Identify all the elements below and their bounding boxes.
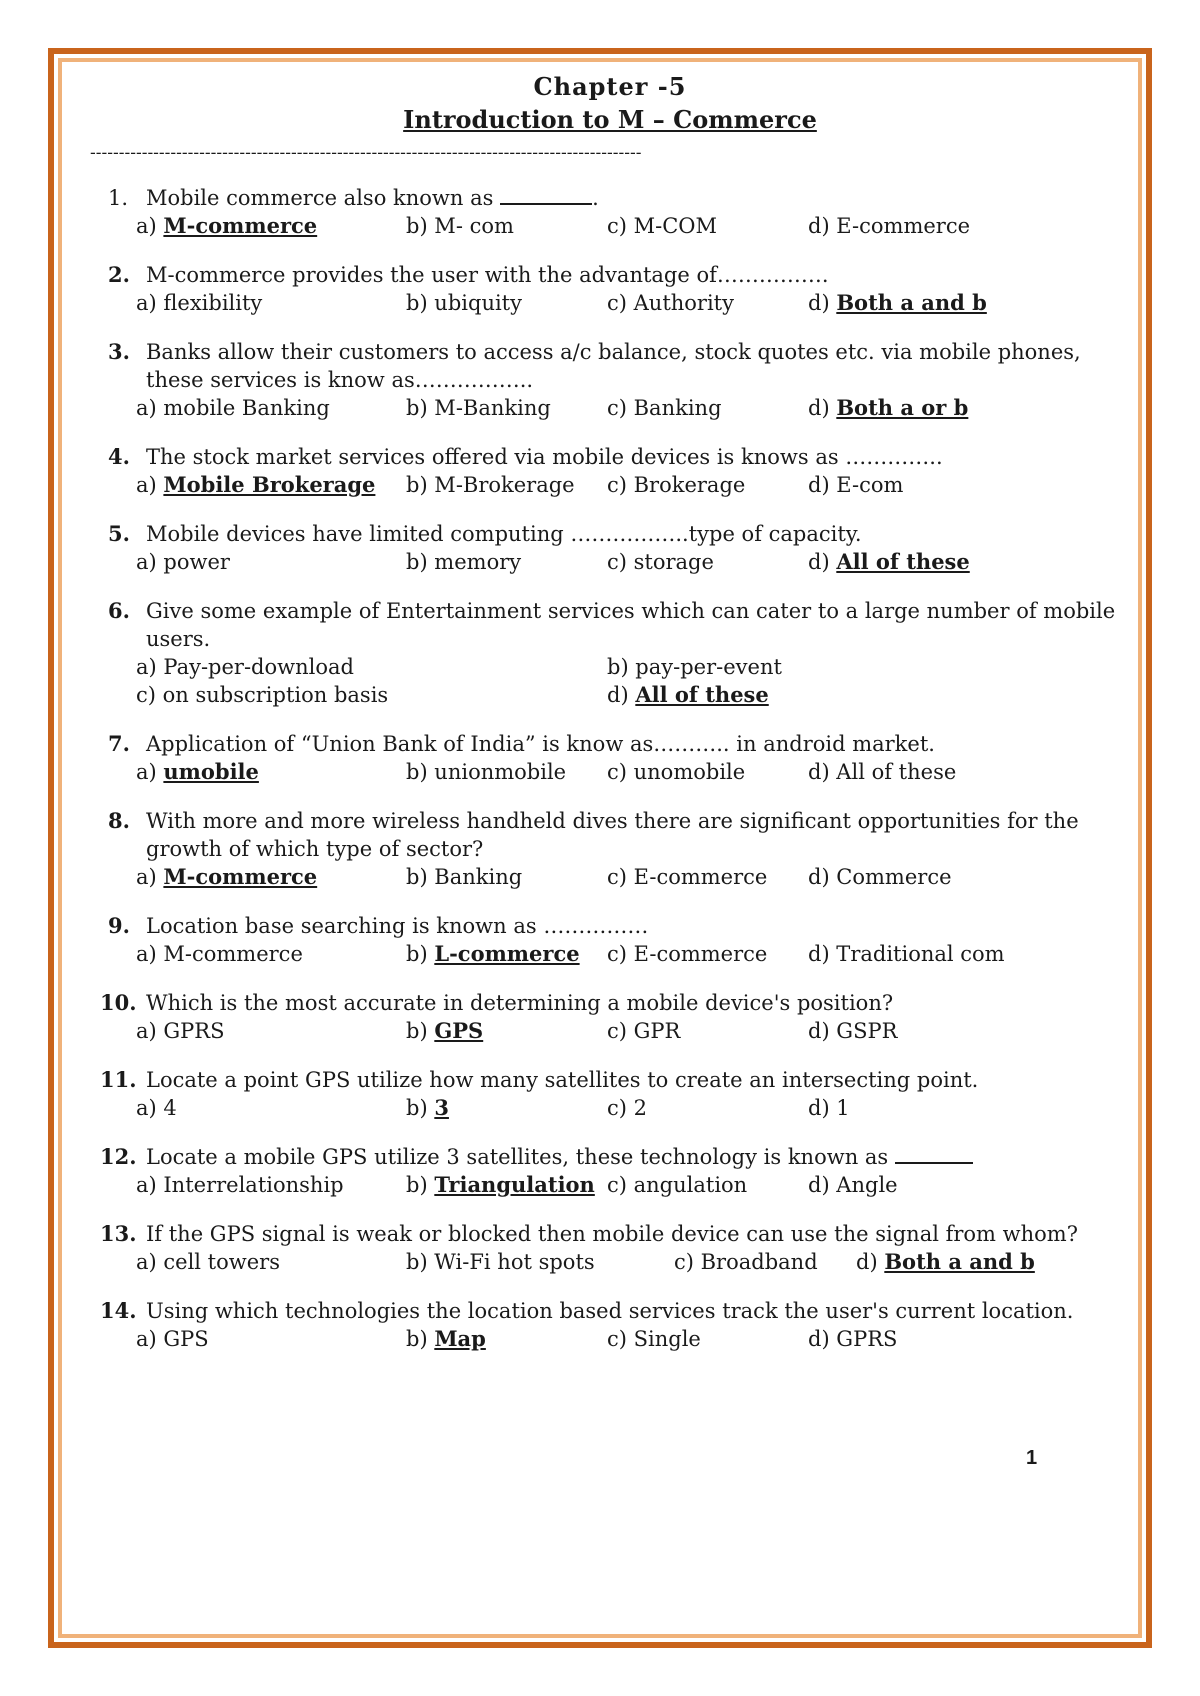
option-b: b) M-Banking — [406, 396, 551, 420]
correct-answer: GPS — [434, 1018, 484, 1043]
option-d: d) Commerce — [808, 865, 952, 889]
question-number: 9. — [108, 913, 130, 938]
correct-answer: Mobile Brokerage — [163, 472, 376, 497]
question-text: Location base searching is known as …………… — [146, 914, 649, 938]
correct-answer: All of these — [635, 682, 769, 707]
option-b: b) 3 — [406, 1095, 449, 1120]
option-a: a) cell towers — [136, 1250, 280, 1274]
option-c: c) Authority — [607, 291, 734, 315]
question-14 — [90, 1297, 1130, 1353]
option-a: a) mobile Banking — [136, 396, 330, 420]
question-4 — [90, 443, 1130, 499]
option-b: b) ubiquity — [406, 291, 522, 315]
question-10 — [90, 989, 1130, 1045]
answer-options — [90, 212, 1130, 240]
question-number: 11. — [100, 1067, 137, 1092]
option-b: b) M- com — [406, 214, 514, 238]
option-d: d) E-commerce — [808, 214, 971, 238]
question-8 — [90, 807, 1130, 891]
question-text: With more and more wireless handheld dives there are significant opportunities for the growth of which type of sector? — [146, 809, 1079, 861]
question-number: 4. — [108, 444, 130, 469]
correct-answer: M-commerce — [163, 864, 318, 889]
answer-options — [90, 1325, 1130, 1353]
option-d: d) Both a or b — [808, 395, 969, 420]
option-d: d) E-com — [808, 473, 904, 497]
question-11 — [90, 1066, 1130, 1122]
correct-answer: umobile — [163, 759, 259, 784]
option-c: c) 2 — [607, 1096, 647, 1120]
option-c: c) unomobile — [607, 760, 746, 784]
option-d: d) All of these — [607, 682, 769, 707]
option-d: d) Angle — [808, 1173, 898, 1197]
question-2 — [90, 261, 1130, 317]
option-a: a) GPS — [136, 1327, 209, 1351]
option-a: a) Pay-per-download — [136, 655, 354, 679]
option-d: d) Both a and b — [808, 290, 987, 315]
option-c: c) GPR — [607, 1019, 681, 1043]
answer-options — [90, 1094, 1130, 1122]
option-d: d) Traditional com — [808, 942, 1005, 966]
answer-options — [90, 1171, 1130, 1199]
answer-options — [90, 394, 1130, 422]
option-d: d) GSPR — [808, 1019, 898, 1043]
option-b: b) memory — [406, 550, 522, 574]
answer-options — [90, 1017, 1130, 1045]
question-number: 5. — [108, 521, 130, 546]
option-c: c) E-commerce — [607, 942, 768, 966]
answer-options — [90, 863, 1130, 891]
question-6 — [90, 597, 1130, 709]
question-1 — [90, 184, 1130, 240]
question-number: 10. — [100, 990, 137, 1015]
option-c: c) Single — [607, 1327, 701, 1351]
option-c: c) Broadband — [674, 1250, 818, 1274]
question-5 — [90, 520, 1130, 576]
correct-answer: Triangulation — [434, 1172, 595, 1197]
option-c: c) E-commerce — [607, 865, 768, 889]
option-a: a) 4 — [136, 1096, 177, 1120]
option-c: c) Brokerage — [607, 473, 746, 497]
question-text: M-commerce provides the user with the advantage of……………. — [146, 263, 829, 287]
option-b: b) Banking — [406, 865, 523, 889]
option-c: c) Banking — [607, 396, 722, 420]
answer-options-row-1 — [90, 653, 1130, 681]
correct-answer: Both a and b — [884, 1249, 1035, 1274]
question-number: 13. — [100, 1221, 137, 1246]
option-d: d) Both a and b — [856, 1249, 1035, 1274]
option-b: b) unionmobile — [406, 760, 567, 784]
option-d: d) 1 — [808, 1096, 850, 1120]
question-number: 6. — [108, 598, 130, 623]
answer-options — [90, 940, 1130, 968]
option-a: a) power — [136, 550, 230, 574]
option-d: d) GPRS — [808, 1327, 898, 1351]
option-a: a) GPRS — [136, 1019, 225, 1043]
question-text: Application of “Union Bank of India” is know as……….. in android market. — [146, 732, 935, 756]
document-body — [90, 70, 1130, 1374]
question-text: If the GPS signal is weak or blocked then mobile device can use the signal from whom? — [146, 1222, 1078, 1246]
option-b: b) L-commerce — [406, 941, 580, 966]
answer-options — [90, 289, 1130, 317]
correct-answer: M-commerce — [163, 213, 318, 238]
question-text: Using which technologies the location based services track the user's current location. — [146, 1299, 1074, 1323]
question-text: Give some example of Entertainment services which can cater to a large number of mobile users. — [146, 599, 1116, 651]
correct-answer: Both a or b — [836, 395, 969, 420]
option-a: a) M-commerce — [136, 864, 318, 889]
chapter-heading: Chapter -5 — [533, 72, 687, 101]
question-number: 3. — [108, 339, 130, 364]
correct-answer: 3 — [434, 1095, 449, 1120]
divider-rule: ------------------------------------------------------------------------------------------------ — [90, 143, 642, 163]
answer-options — [90, 758, 1130, 786]
question-13 — [90, 1220, 1130, 1276]
option-d: d) All of these — [808, 549, 970, 574]
page-number: 1 — [1026, 1447, 1038, 1469]
answer-options — [90, 548, 1130, 576]
question-text: The stock market services offered via mobile devices is knows as ………….. — [146, 445, 943, 469]
correct-answer: L-commerce — [434, 941, 580, 966]
option-b: b) Wi-Fi hot spots — [406, 1250, 595, 1274]
option-a: a) flexibility — [136, 291, 263, 315]
option-c: c) storage — [607, 550, 714, 574]
option-c: c) M-COM — [607, 214, 718, 238]
answer-options — [90, 471, 1130, 499]
answer-options-row-2 — [90, 681, 1130, 709]
question-text: Mobile devices have limited computing ……………..type of capacity. — [146, 522, 862, 546]
option-b: b) Triangulation — [406, 1172, 595, 1197]
correct-answer: Both a and b — [836, 290, 987, 315]
option-a: a) umobile — [136, 759, 259, 784]
option-a: a) M-commerce — [136, 942, 303, 966]
question-number: 1. — [108, 186, 129, 210]
option-a: a) Interrelationship — [136, 1173, 344, 1197]
question-text: Locate a point GPS utilize how many satellites to create an intersecting point. — [146, 1068, 979, 1092]
question-number: 14. — [100, 1298, 137, 1323]
question-9 — [90, 912, 1130, 968]
question-text: Banks allow their customers to access a/c balance, stock quotes etc. via mobile phones, these services is know as…………….. — [146, 340, 1081, 392]
correct-answer: All of these — [836, 549, 970, 574]
question-number: 2. — [108, 262, 130, 287]
question-text: Which is the most accurate in determining a mobile device's position? — [146, 991, 894, 1015]
question-3 — [90, 338, 1130, 422]
question-text: Mobile commerce also known as . — [146, 186, 599, 210]
option-b: b) M-Brokerage — [406, 473, 575, 497]
question-number: 7. — [108, 731, 130, 756]
correct-answer: Map — [434, 1326, 486, 1351]
option-c: c) on subscription basis — [136, 683, 389, 707]
option-a: a) M-commerce — [136, 213, 318, 238]
question-text: Locate a mobile GPS utilize 3 satellites, these technology is known as — [146, 1143, 1130, 1171]
option-c: c) angulation — [607, 1173, 748, 1197]
question-7 — [90, 730, 1130, 786]
question-number: 8. — [108, 808, 130, 833]
answer-options — [90, 1248, 1130, 1276]
option-b: b) GPS — [406, 1018, 484, 1043]
option-b: b) Map — [406, 1326, 486, 1351]
option-b: b) pay-per-event — [607, 655, 782, 679]
option-a: a) Mobile Brokerage — [136, 472, 376, 497]
page-title: Introduction to M – Commerce — [403, 105, 817, 134]
option-d: d) All of these — [808, 760, 957, 784]
question-12 — [90, 1143, 1130, 1199]
question-number: 12. — [100, 1144, 137, 1169]
